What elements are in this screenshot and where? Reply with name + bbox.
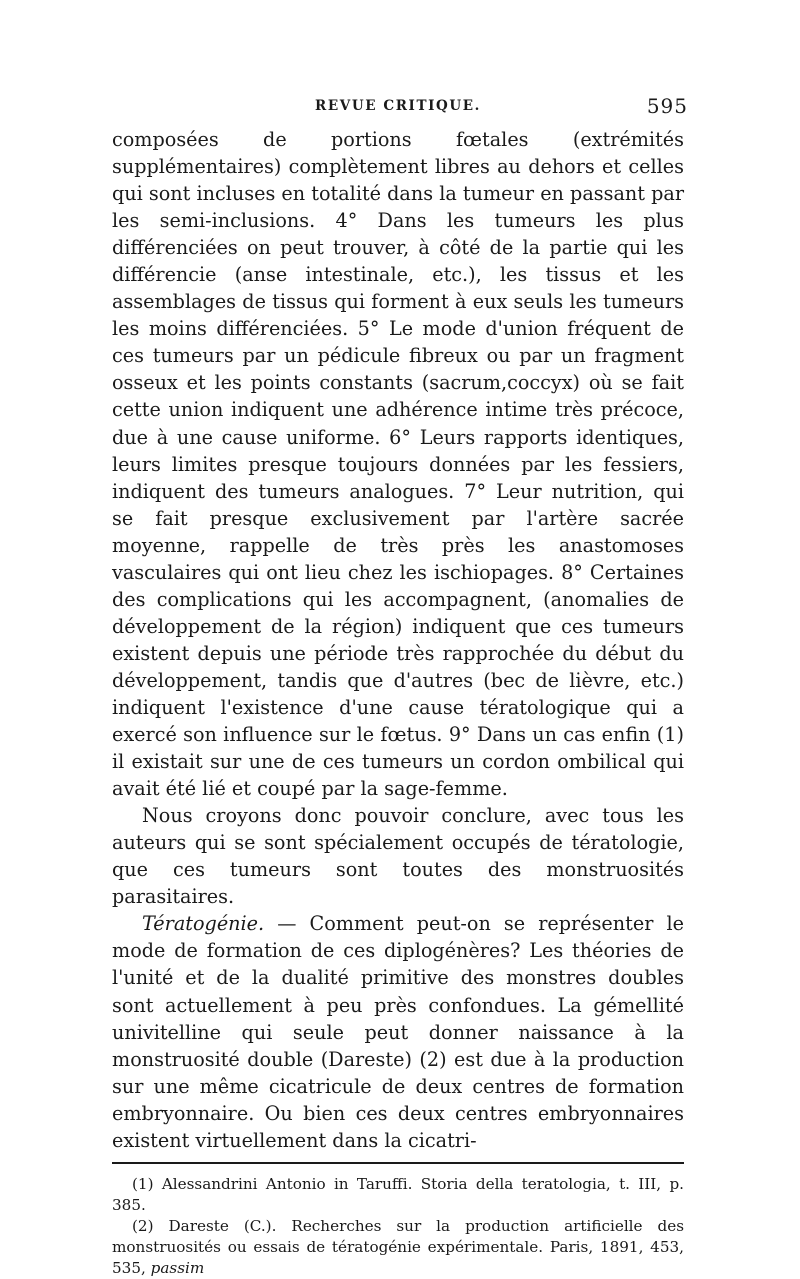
paragraph-teratogenie-text: — Comment peut-on se représenter le mode de formation de ces diplogénères? Les théories de l'unité et de la dualité primitive des monstres doubles sont actuellement à peu près confondues. La gémellité univitelline qui seule peut donner naissance à la monstruosité double (Dareste) (2) est due à la production sur une même cicatricule de deux centres de formation embryonnaire. Ou bien ces deux centres embryonnaires existent virtuellement dans la cicatri- <box>112 912 684 1152</box>
footnote-1: (1) Alessandrini Antonio in Taruffi. Storia della teratologia, t. III, p. 385. <box>112 1174 684 1214</box>
paragraph-teratogenie <box>112 910 684 1153</box>
footnote-2-passim: passim <box>150 1258 205 1277</box>
running-header <box>112 90 688 126</box>
section-heading-teratogenie: Tératogénie. <box>142 912 265 936</box>
page-number: 595 <box>646 94 688 118</box>
paragraph-conclusion: Nous croyons donc pouvoir conclure, avec tous les auteurs qui se sont spécialement occupés de tératologie, que ces tumeurs sont toutes des monstruosités parasitaires. <box>112 804 684 909</box>
page-content <box>112 90 688 1279</box>
paragraph-continued: composées de portions fœtales (extrémités supplémentaires) complètement libres au dehors et celles qui sont incluses en totalité dans la tumeur en passant par les semi-inclusions. 4° Dans les tumeurs les plus différenciées on peut trouver, à côté de la partie qui les différencie (anse intestinale, etc.), les tissus et les assemblages de tissus qui forment à eux seuls les tumeurs les moins différenciées. 5° Le mode d'union fréquent de ces tumeurs par un pédicule fibreux ou par un fragment osseux et les points constants (sacrum,coccyx) où se fait cette union indiquent une adhérence intime très précoce, due à une cause uniforme. 6° Leurs rapports identiques, leurs limites presque toujours données par les fessiers, indiquent des tumeurs analogues. 7° Leur nutrition, qui se fait presque exclusivement par l'artère sacrée moyenne, rappelle de très près les anastomoses vasculaires qui ont lieu chez les ischiopages. 8° Certaines des complications qui les accompagnent, (anomalies de développement de la région) indiquent que ces tumeurs existent depuis une période très rapprochée du début du développement, tandis que d'autres (bec de lièvre, etc.) indiquent l'existence d'une cause tératologique qui a exercé son influence sur le fœtus. 9° Dans un cas enfin (1) il existait sur une de ces tumeurs un cordon ombilical qui avait été lié et coupé par la sage-femme. <box>112 128 684 801</box>
footnote-2 <box>112 1216 684 1279</box>
footnotes <box>112 1174 684 1279</box>
body-text <box>112 126 684 1154</box>
footnote-rule <box>112 1162 684 1164</box>
running-title: REVUE CRITIQUE. <box>315 98 481 114</box>
footnote-2-text: (2) Dareste (C.). Recherches sur la production artificielle des monstruosités ou essais de tératogénie expérimentale. Paris, 1891, 453, 535, <box>112 1216 684 1277</box>
